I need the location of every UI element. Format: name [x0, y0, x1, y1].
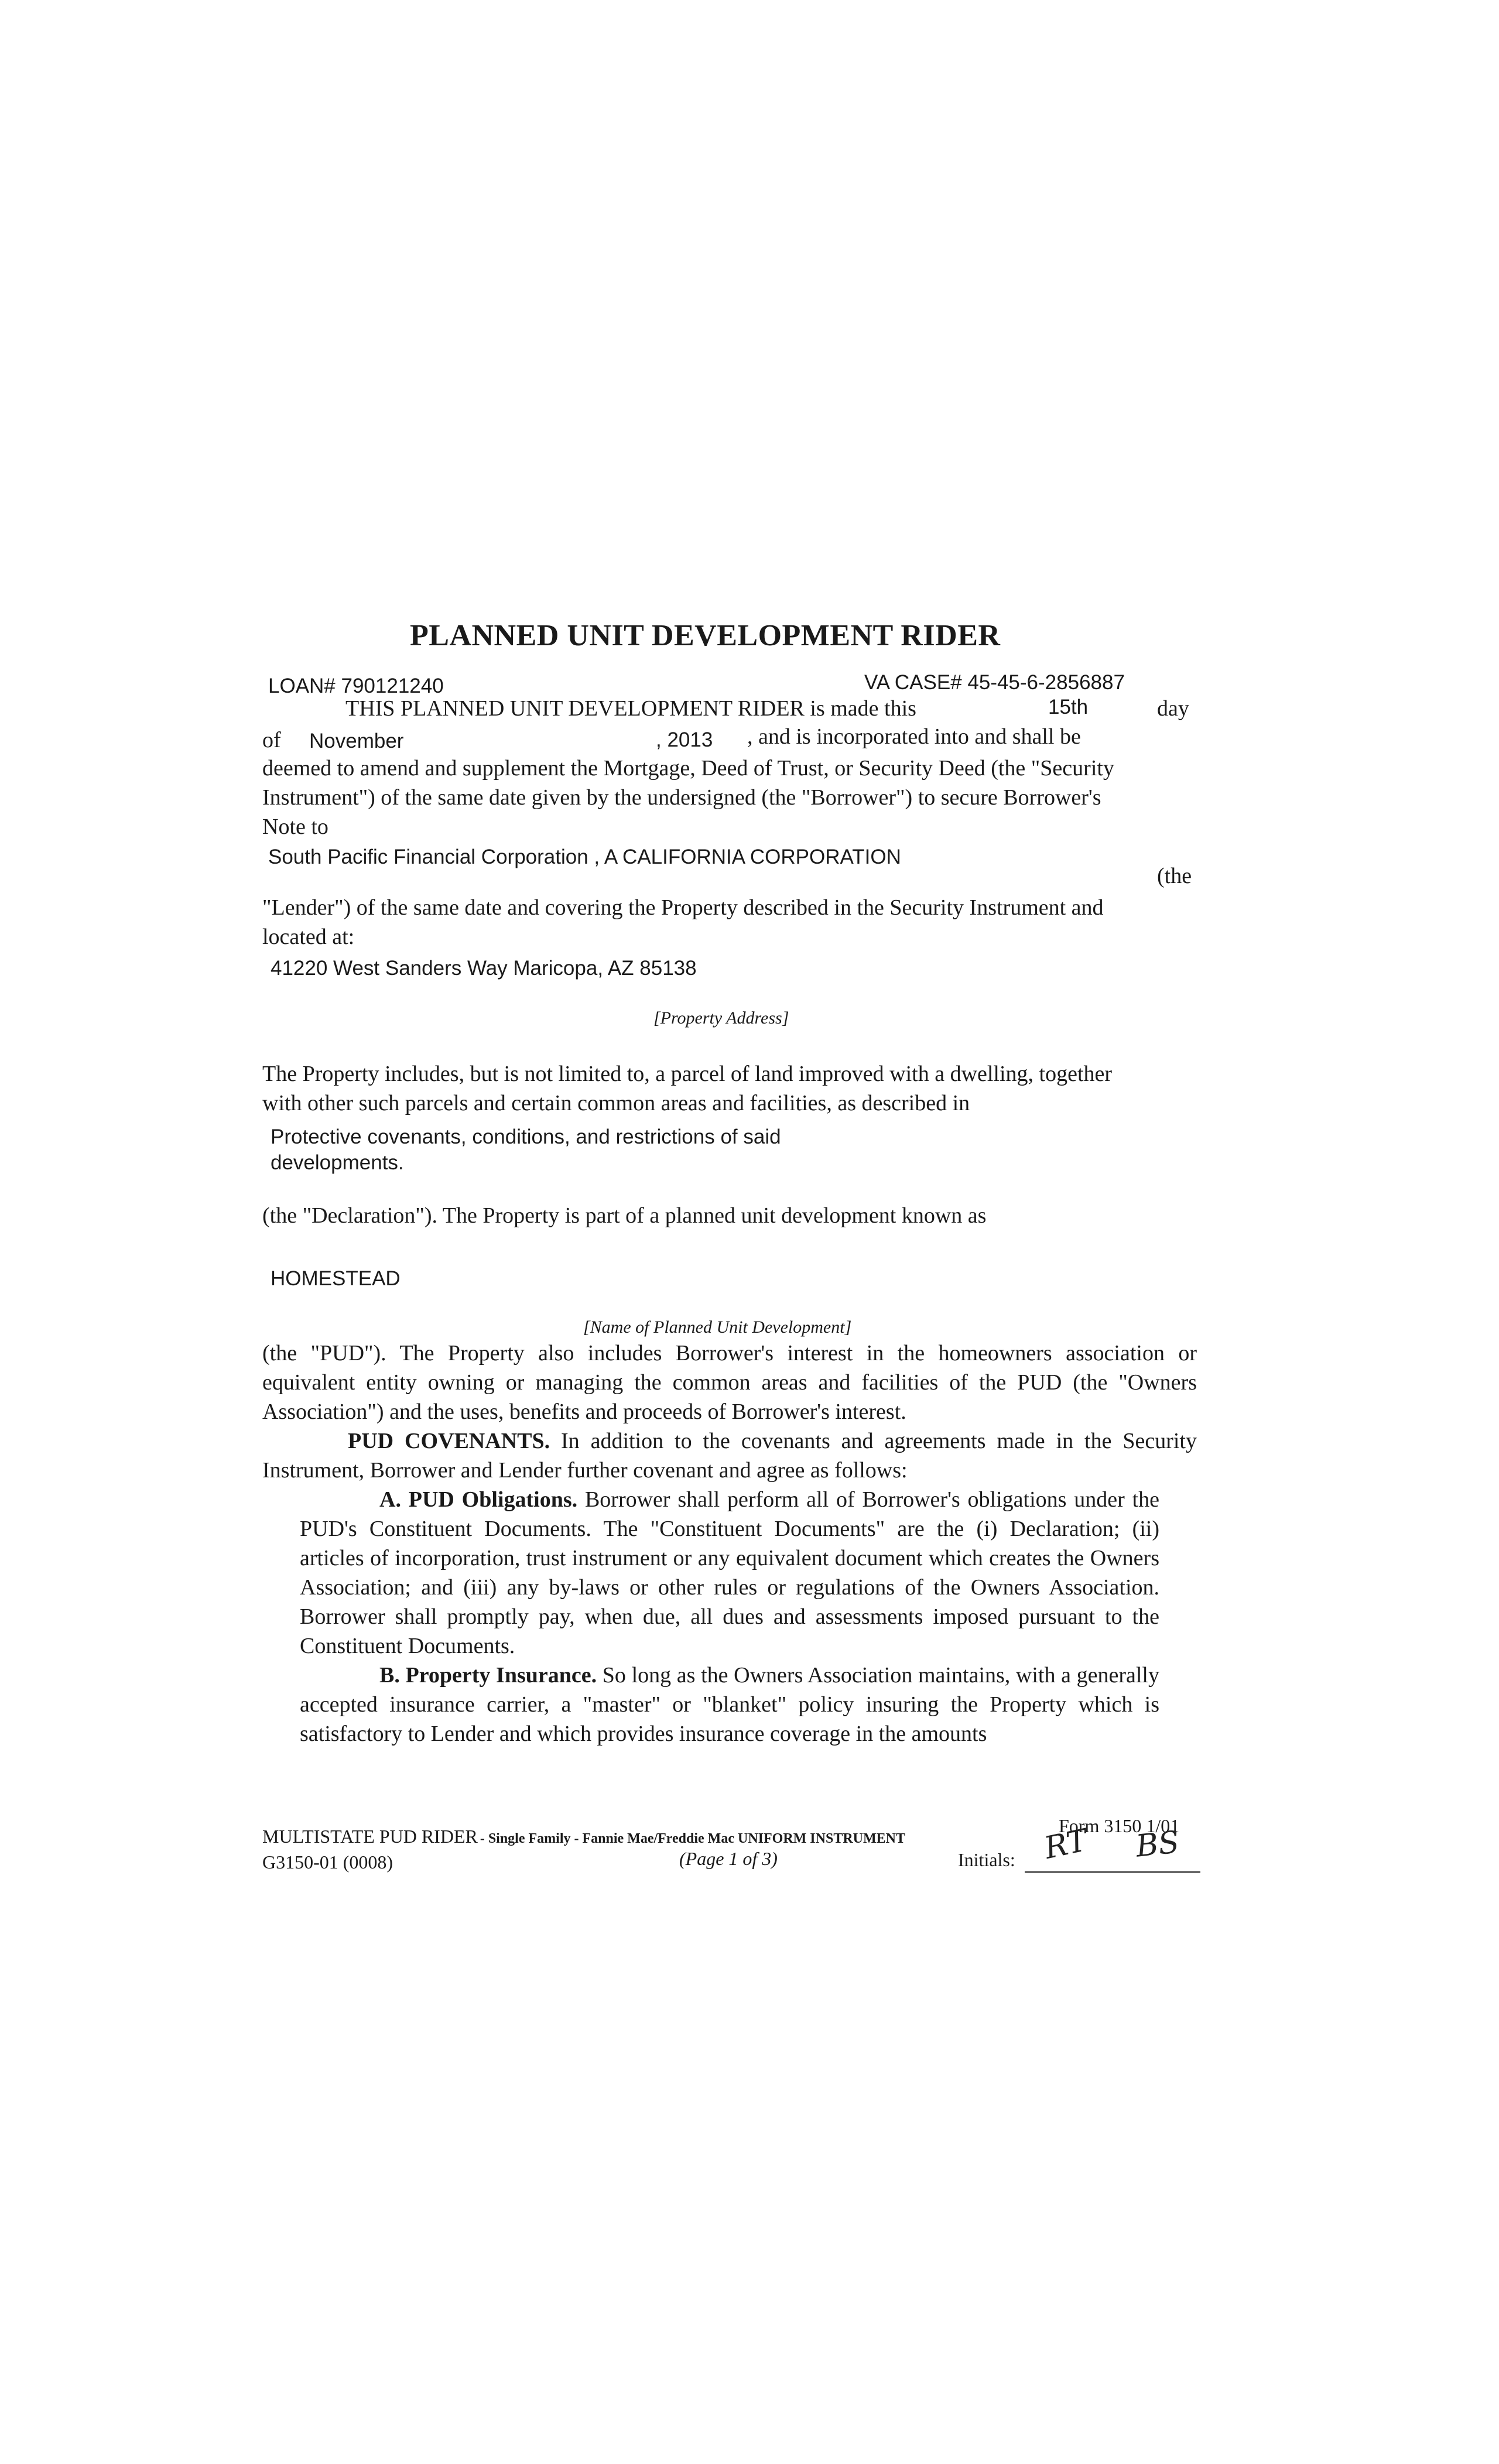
day-field: 15th: [1048, 696, 1089, 718]
property-address-field: 41220 West Sanders Way Maricopa, AZ 85138: [271, 957, 697, 980]
borrower-initials-1: RT: [1041, 1823, 1091, 1866]
the-paren: (the: [1157, 864, 1192, 888]
form-code: G3150-01 (0008): [262, 1852, 393, 1873]
intro-line-3: deemed to amend and supplement the Mortgage, Deed of Trust, or Security Deed (the "Security: [262, 756, 1114, 781]
intro-of-word: of: [262, 728, 281, 752]
pud-covenants-text: In addition to the covenants and agreements made in the Security Instrument, Borrower and Lender further covenant and agree as follows:: [262, 1429, 1197, 1483]
form-title-line: [262, 1826, 905, 1847]
pud-paragraph: (the "PUD"). The Property also includes Borrower's interest in the homeowners association or equivalent entity owning or managing the common areas and facilities of the PUD (the "Owners Association") and the uses, benefits and proceeds of Borrower's interest.: [262, 1341, 1197, 1424]
page-label: (Page 1 of 3): [679, 1848, 778, 1869]
intro-line-2-rest: , and is incorporated into and shall be: [747, 724, 1081, 749]
borrower-initials-2: BS: [1134, 1825, 1181, 1864]
section-a-paragraph: [300, 1485, 1159, 1661]
form-title: MULTISTATE PUD RIDER: [262, 1826, 478, 1847]
section-a-heading: A. PUD Obligations.: [379, 1487, 578, 1512]
document-title: PLANNED UNIT DEVELOPMENT RIDER: [410, 619, 1001, 652]
intro-day-word: day: [1157, 696, 1189, 721]
section-a-text: Borrower shall perform all of Borrower's obligations under the PUD's Constituent Documents. The "Constituent Documents" are the (i) Declaration; (ii) articles of incorporation, trust instrument or any equivalent document which creates the Owners Association; and (iii) any by-laws or other rules or regulations of the Owners Association. Borrower shall promptly pay, when due, all dues and assessments imposed pursuant to the Constituent Documents.: [300, 1487, 1160, 1658]
pud-covenants-heading: PUD COVENANTS.: [348, 1429, 550, 1453]
property-includes-line-1: The Property includes, but is not limited to, a parcel of land improved with a dwelling, together: [262, 1062, 1113, 1086]
pud-name-caption: [Name of Planned Unit Development]: [583, 1317, 852, 1337]
initials-label: Initials:: [958, 1849, 1015, 1870]
va-case-number: VA CASE# 45-45-6-2856887: [864, 671, 1125, 694]
intro-line-4: Instrument") of the same date given by the undersigned (the "Borrower") to secure Borrower's: [262, 785, 1101, 810]
intro-line-5: Note to: [262, 815, 328, 839]
property-includes-line-2: with other such parcels and certain common areas and facilities, as described in: [262, 1091, 970, 1115]
form-subtitle: - Single Family - Fannie Mae/Freddie Mac UNIFORM INSTRUMENT: [480, 1831, 905, 1846]
section-b-text: So long as the Owners Association maintains, with a generally accepted insurance carrier, a "master" or "blanket" policy insuring the Property which is satisfactory to Lender and which provides insurance coverage in the amounts: [300, 1663, 1159, 1746]
declaration-line: (the "Declaration"). The Property is part of a planned unit development known as: [262, 1203, 987, 1228]
pud-covenants-paragraph: [262, 1426, 1197, 1485]
located-at: located at:: [262, 925, 355, 949]
lender-line: "Lender") of the same date and covering the Property described in the Security Instrument and: [262, 895, 1104, 920]
initials-underline: [1025, 1871, 1200, 1873]
section-b-heading: B. Property Insurance.: [379, 1663, 597, 1688]
month-field: November: [309, 730, 404, 752]
year-field: , 2013: [656, 728, 713, 751]
section-b-paragraph: [300, 1661, 1159, 1748]
loan-number: LOAN# 790121240: [268, 675, 444, 697]
intro-line-1: THIS PLANNED UNIT DEVELOPMENT RIDER is made this: [345, 696, 916, 721]
pud-name-field: HOMESTEAD: [271, 1267, 401, 1290]
declaration-description-line-2: developments.: [271, 1151, 404, 1174]
property-address-caption: [Property Address]: [653, 1008, 789, 1028]
lender-name-field: South Pacific Financial Corporation , A CALIFORNIA CORPORATION: [268, 846, 901, 868]
declaration-description-line-1: Protective covenants, conditions, and restrictions of said: [271, 1125, 781, 1148]
form-number: Form 3150 1/01: [1059, 1815, 1180, 1836]
